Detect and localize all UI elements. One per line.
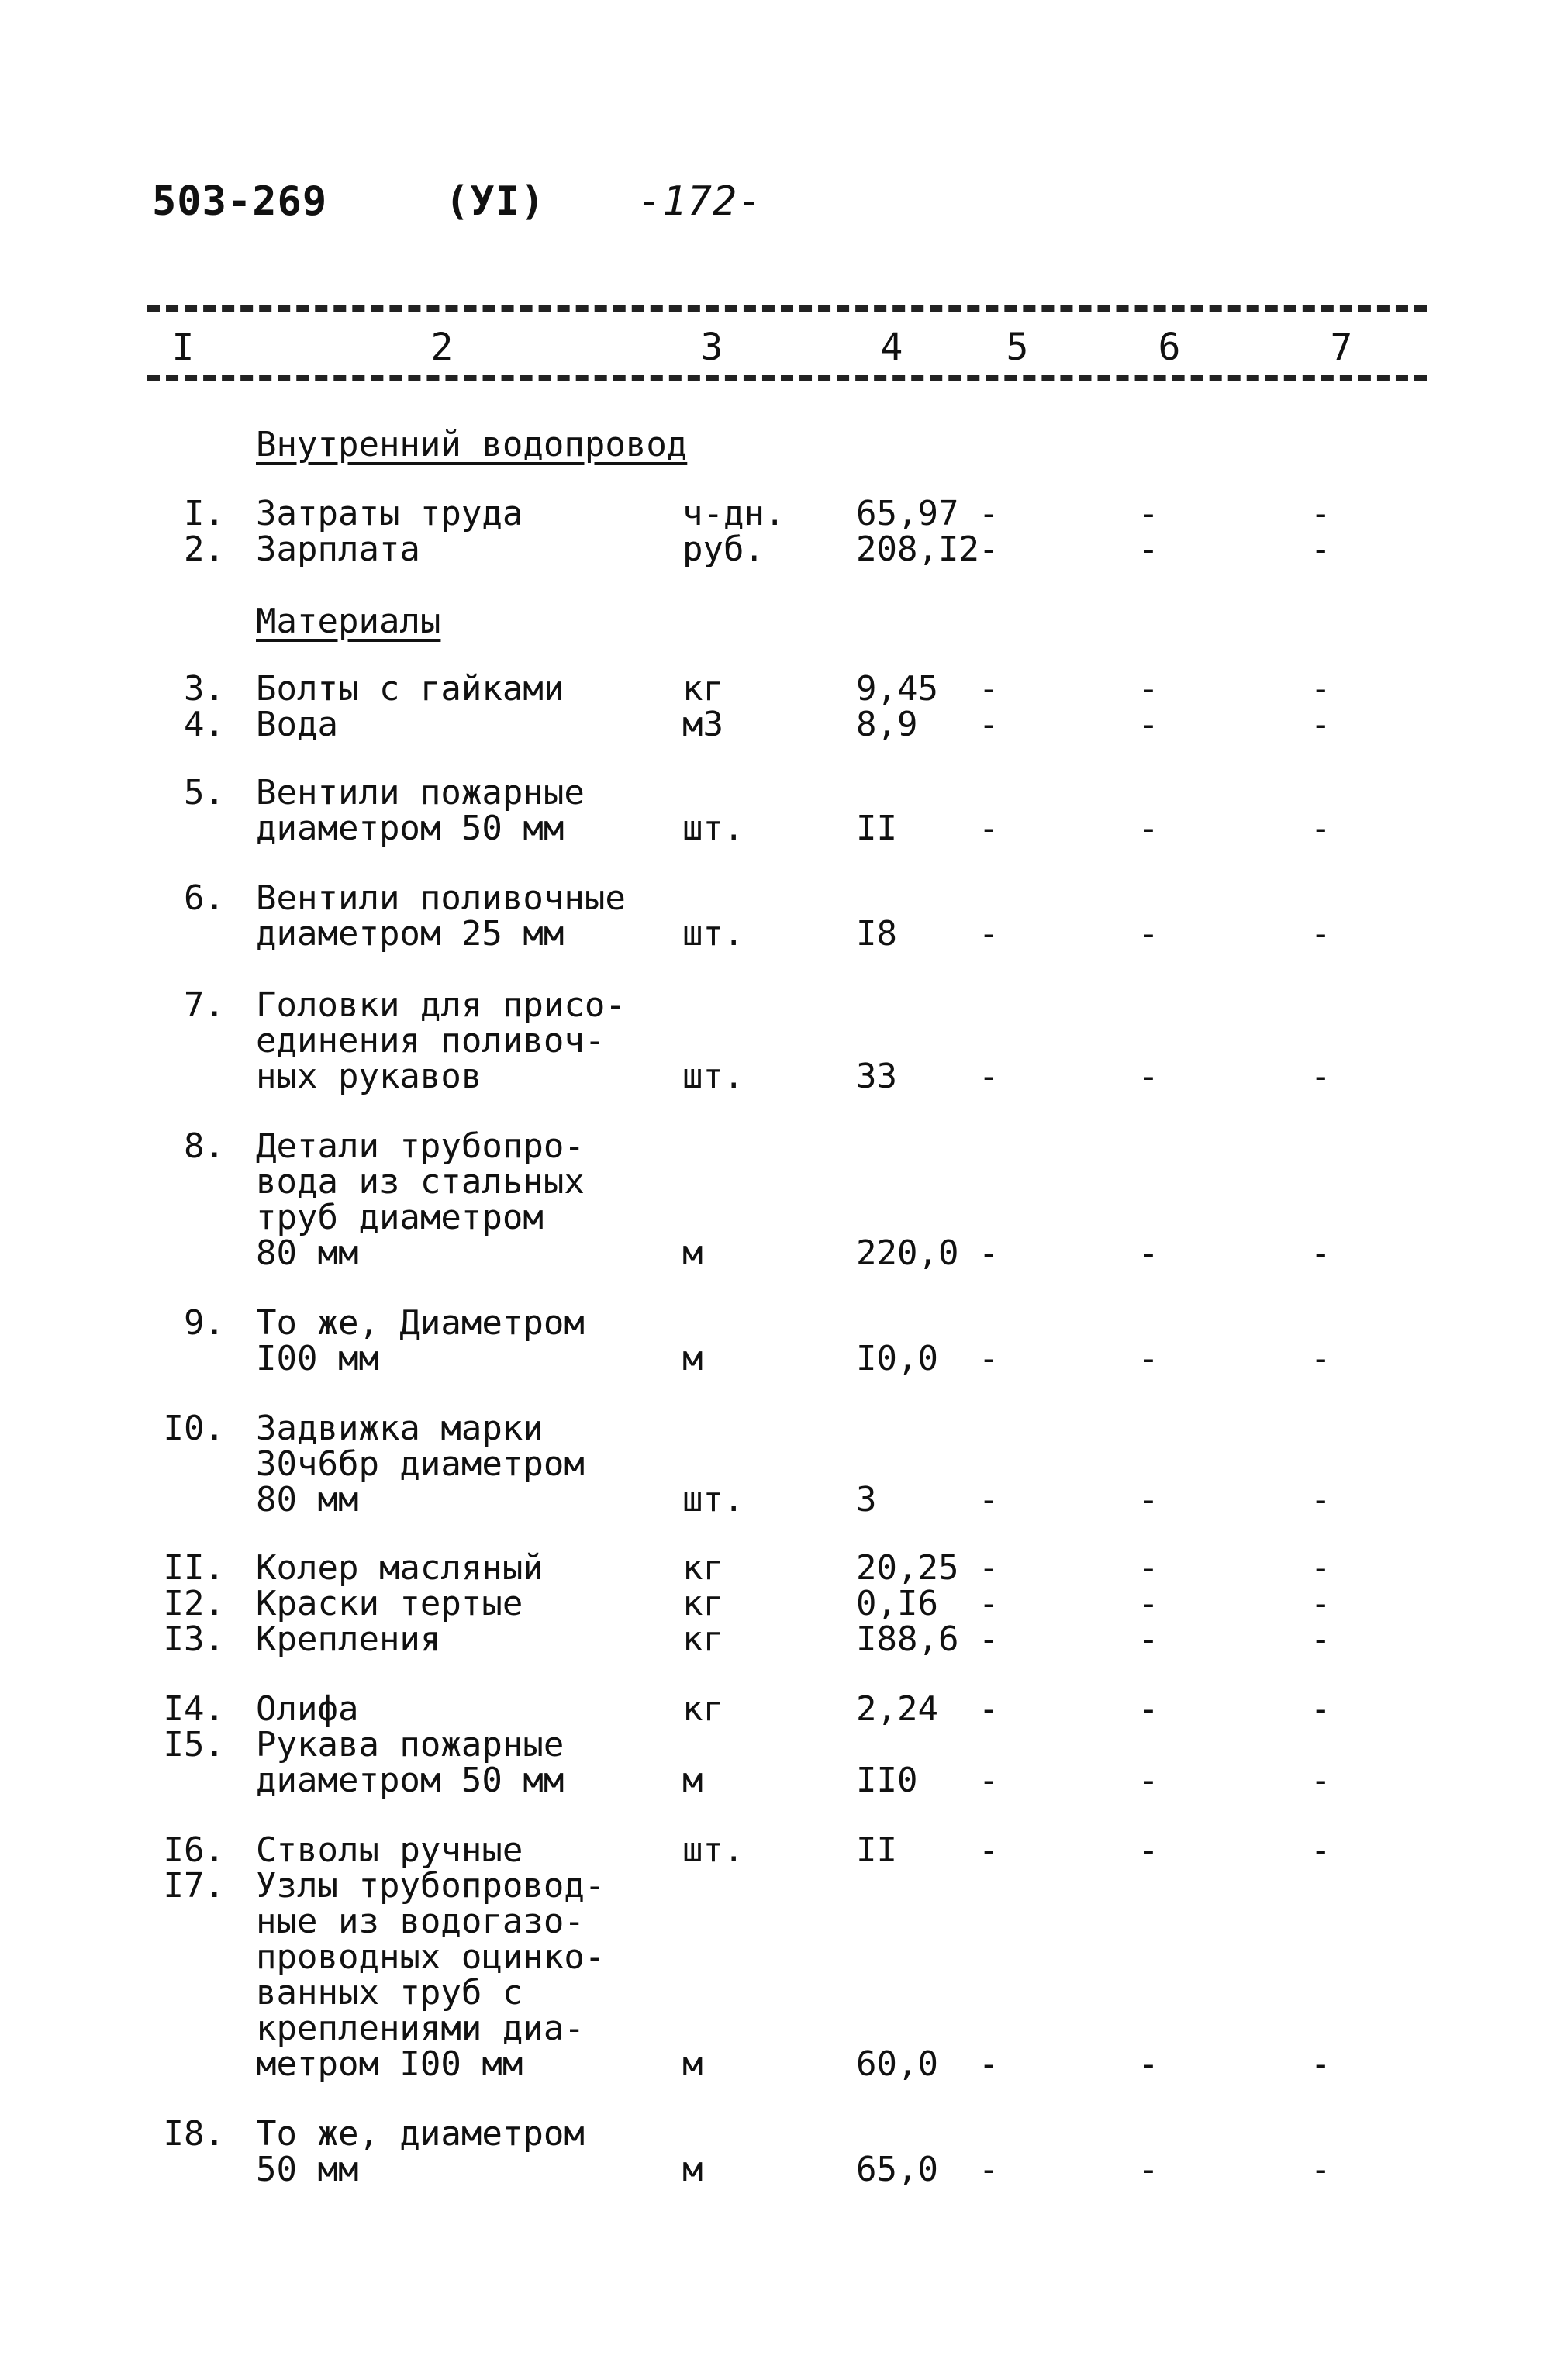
row-col5: - bbox=[979, 1584, 999, 1623]
row-col6: - bbox=[1138, 914, 1159, 954]
section-title-water-supply: Внутренний водопровод bbox=[256, 425, 688, 464]
row-number: 2. bbox=[184, 529, 225, 569]
row-col6: - bbox=[1138, 809, 1159, 848]
row-number: I5. bbox=[163, 1725, 225, 1764]
row-quantity: 20,25 bbox=[856, 1548, 959, 1588]
row-col7: - bbox=[1310, 2044, 1331, 2084]
row-col7: - bbox=[1310, 1480, 1331, 1519]
row-number: I6. bbox=[163, 1830, 225, 1870]
row-col5: - bbox=[979, 2044, 999, 2084]
row-name: Болты с гайками bbox=[256, 669, 564, 709]
table-row bbox=[0, 1550, 1557, 1586]
row-col6: - bbox=[1138, 1761, 1159, 1800]
row-number: I0. bbox=[163, 1409, 225, 1448]
row-name: Задвижка марки 30ч6бр диаметром 80 мм bbox=[256, 1409, 585, 1519]
row-col7: - bbox=[1310, 809, 1331, 848]
row-number: 4. bbox=[184, 705, 225, 744]
column-number-2: 2 bbox=[430, 326, 454, 369]
row-unit: шт. bbox=[682, 1480, 744, 1519]
table-row bbox=[0, 1126, 1557, 1273]
table-row bbox=[0, 496, 1557, 532]
table-row bbox=[0, 1689, 1557, 1729]
row-col6: - bbox=[1138, 1339, 1159, 1378]
row-col5: - bbox=[979, 1233, 999, 1273]
row-col5: - bbox=[979, 1619, 999, 1659]
row-quantity: I0,0 bbox=[856, 1339, 938, 1378]
row-col6: - bbox=[1138, 2044, 1159, 2084]
row-col5: - bbox=[979, 1761, 999, 1800]
table-row bbox=[0, 775, 1557, 847]
row-name: Вода bbox=[256, 705, 338, 744]
row-col5: - bbox=[979, 1339, 999, 1378]
row-col6: - bbox=[1138, 1548, 1159, 1588]
row-unit: кг bbox=[682, 1619, 723, 1659]
row-col6: - bbox=[1138, 1584, 1159, 1623]
row-unit: шт. bbox=[682, 914, 744, 954]
row-col5: - bbox=[979, 494, 999, 533]
table-top-rule bbox=[147, 305, 1427, 312]
row-quantity: II bbox=[856, 809, 897, 848]
row-col6: - bbox=[1138, 1057, 1159, 1096]
table-row bbox=[0, 1411, 1557, 1518]
row-col6: - bbox=[1138, 1619, 1159, 1659]
row-col5: - bbox=[979, 1689, 999, 1729]
row-unit: м3 bbox=[682, 705, 723, 744]
row-col7: - bbox=[1310, 1339, 1331, 1378]
row-unit: ч-дн. bbox=[682, 494, 785, 533]
row-col7: - bbox=[1310, 1548, 1331, 1588]
row-number: 8. bbox=[184, 1126, 225, 1166]
row-col5: - bbox=[979, 705, 999, 744]
table-row bbox=[0, 671, 1557, 707]
row-name: Стволы ручные bbox=[256, 1830, 523, 1870]
volume-number: (УI) bbox=[445, 178, 546, 225]
row-name: Затраты труда bbox=[256, 494, 523, 533]
row-unit: шт. bbox=[682, 809, 744, 848]
row-col5: - bbox=[979, 669, 999, 709]
table-row bbox=[0, 529, 1557, 569]
table-row bbox=[0, 1303, 1557, 1378]
row-col7: - bbox=[1310, 1233, 1331, 1273]
row-quantity: II bbox=[856, 1830, 897, 1870]
page-number: -172- bbox=[637, 178, 763, 225]
row-unit: м bbox=[682, 1233, 703, 1273]
row-col6: - bbox=[1138, 1689, 1159, 1729]
row-name: Зарплата bbox=[256, 529, 420, 569]
section-title-materials: Материалы bbox=[256, 602, 441, 641]
column-number-3: 3 bbox=[700, 326, 723, 369]
table-row bbox=[0, 2116, 1557, 2188]
row-quantity: 9,45 bbox=[856, 669, 938, 709]
row-number: 3. bbox=[184, 669, 225, 709]
row-quantity: 8,9 bbox=[856, 705, 918, 744]
table-row bbox=[0, 1727, 1557, 1799]
row-quantity: I88,6 bbox=[856, 1619, 959, 1659]
row-name: Рукава пожарные диаметром 50 мм bbox=[256, 1725, 564, 1800]
row-col5: - bbox=[979, 1830, 999, 1870]
row-unit: кг bbox=[682, 1584, 723, 1623]
row-quantity: 60,0 bbox=[856, 2044, 938, 2084]
row-name: Колер масляный bbox=[256, 1548, 544, 1588]
table-header-rule bbox=[147, 375, 1427, 381]
row-unit: шт. bbox=[682, 1830, 744, 1870]
row-quantity: 33 bbox=[856, 1057, 897, 1096]
table-row bbox=[0, 1868, 1557, 2082]
row-unit: кг bbox=[682, 1548, 723, 1588]
row-col6: - bbox=[1138, 1233, 1159, 1273]
row-number: 7. bbox=[184, 985, 225, 1025]
row-name: Олифа bbox=[256, 1689, 359, 1729]
row-col7: - bbox=[1310, 1830, 1331, 1870]
row-unit: м bbox=[682, 1339, 703, 1378]
table-row bbox=[0, 878, 1557, 954]
table-row bbox=[0, 1830, 1557, 1870]
row-col7: - bbox=[1310, 529, 1331, 569]
row-col7: - bbox=[1310, 1619, 1331, 1659]
table-row bbox=[0, 1586, 1557, 1622]
row-col6: - bbox=[1138, 529, 1159, 569]
row-col6: - bbox=[1138, 705, 1159, 744]
row-unit: кг bbox=[682, 669, 723, 709]
row-unit: м bbox=[682, 2150, 703, 2189]
row-number: 5. bbox=[184, 773, 225, 812]
row-unit: шт. bbox=[682, 1057, 744, 1096]
row-col5: - bbox=[979, 2150, 999, 2189]
row-name: Вентили пожарные диаметром 50 мм bbox=[256, 773, 585, 848]
row-quantity: 2,24 bbox=[856, 1689, 938, 1729]
row-number: I4. bbox=[163, 1689, 225, 1729]
row-col7: - bbox=[1310, 1057, 1331, 1096]
row-col5: - bbox=[979, 914, 999, 954]
row-col6: - bbox=[1138, 1480, 1159, 1519]
row-col5: - bbox=[979, 1057, 999, 1096]
row-col6: - bbox=[1138, 2150, 1159, 2189]
row-quantity: II0 bbox=[856, 1761, 918, 1800]
row-unit: м bbox=[682, 1761, 703, 1800]
row-col6: - bbox=[1138, 669, 1159, 709]
row-col6: - bbox=[1138, 1830, 1159, 1870]
row-quantity: 65,0 bbox=[856, 2150, 938, 2189]
row-unit: руб. bbox=[682, 529, 765, 569]
row-unit: кг bbox=[682, 1689, 723, 1729]
row-col7: - bbox=[1310, 705, 1331, 744]
row-col7: - bbox=[1310, 914, 1331, 954]
row-number: I. bbox=[184, 494, 225, 533]
row-number: 6. bbox=[184, 878, 225, 918]
table-row bbox=[0, 985, 1557, 1096]
row-name: Детали трубопро- вода из стальных труб диаметром 80 мм bbox=[256, 1126, 585, 1273]
row-col5: - bbox=[979, 529, 999, 569]
row-quantity: 65,97 bbox=[856, 494, 959, 533]
row-name: Узлы трубопровод- ные из водогазо- проводных оцинко- ванных труб с креплениями диа- метром I00 мм bbox=[256, 1866, 606, 2084]
row-col7: - bbox=[1310, 669, 1331, 709]
row-quantity: 0,I6 bbox=[856, 1584, 938, 1623]
row-name: Головки для присо- единения поливоч- ных рукавов bbox=[256, 985, 626, 1096]
row-number: 9. bbox=[184, 1303, 225, 1343]
row-col5: - bbox=[979, 1548, 999, 1588]
table-row bbox=[0, 1619, 1557, 1659]
row-number: I2. bbox=[163, 1584, 225, 1623]
row-col7: - bbox=[1310, 2150, 1331, 2189]
column-number-1: I bbox=[171, 326, 195, 369]
table-row bbox=[0, 707, 1557, 743]
row-name: То же, Диаметром I00 мм bbox=[256, 1303, 585, 1378]
row-col7: - bbox=[1310, 1584, 1331, 1623]
row-number: I7. bbox=[163, 1866, 225, 1906]
row-name: Краски тертые bbox=[256, 1584, 523, 1623]
row-col7: - bbox=[1310, 494, 1331, 533]
row-unit: м bbox=[682, 2044, 703, 2084]
row-name: То же, диаметром 50 мм bbox=[256, 2114, 585, 2189]
row-col5: - bbox=[979, 1480, 999, 1519]
column-number-6: 6 bbox=[1158, 326, 1181, 369]
row-quantity: 3 bbox=[856, 1480, 877, 1519]
column-number-7: 7 bbox=[1330, 326, 1353, 369]
row-col7: - bbox=[1310, 1689, 1331, 1729]
row-quantity: I8 bbox=[856, 914, 897, 954]
row-number: I3. bbox=[163, 1619, 225, 1659]
document-code: 503-269 bbox=[152, 178, 328, 225]
column-number-5: 5 bbox=[1006, 326, 1029, 369]
row-quantity: 208,I2 bbox=[856, 529, 979, 569]
row-number: II. bbox=[163, 1548, 225, 1588]
row-col5: - bbox=[979, 809, 999, 848]
row-number: I8. bbox=[163, 2114, 225, 2154]
row-col6: - bbox=[1138, 494, 1159, 533]
row-name: Крепления bbox=[256, 1619, 441, 1659]
column-number-4: 4 bbox=[880, 326, 903, 369]
row-quantity: 220,0 bbox=[856, 1233, 959, 1273]
row-name: Вентили поливочные диаметром 25 мм bbox=[256, 878, 626, 954]
row-col7: - bbox=[1310, 1761, 1331, 1800]
